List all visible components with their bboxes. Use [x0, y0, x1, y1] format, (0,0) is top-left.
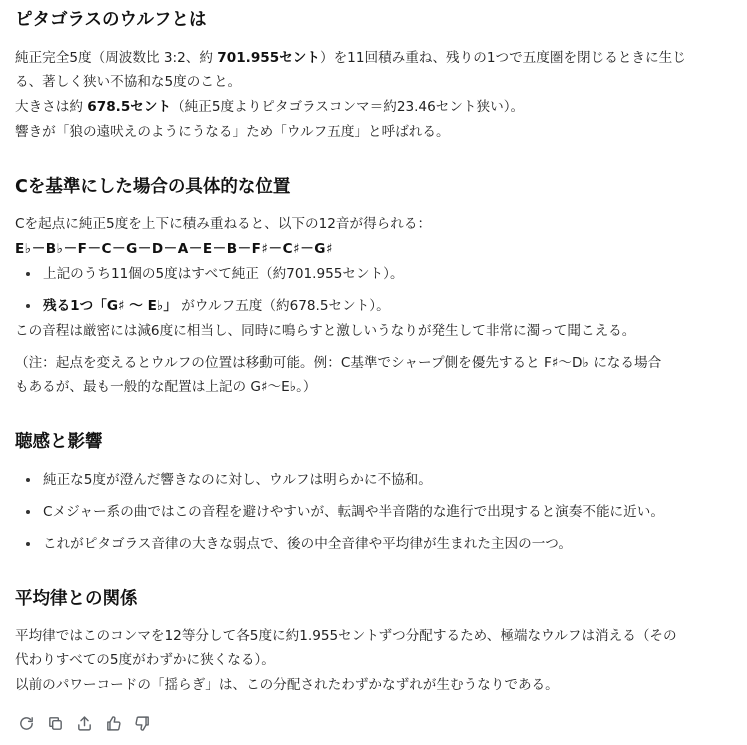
- thumbs-down-icon: [134, 715, 151, 732]
- position-bullet-2-text: がウルフ五度（約678.5セント）。: [176, 298, 390, 314]
- position-note-2: もあるが、最も一般的な配置は上記の G♯〜E♭。）: [15, 379, 317, 395]
- position-note-1: （注：起点を変えるとウルフの位置は移動可能。例：C基準でシャープ側を優先すると F♯〜D♭ になる場合: [15, 355, 662, 371]
- copy-button[interactable]: [45, 713, 66, 734]
- wolf-paragraph-1-cont: る、著しく狭い不協和な5度のこと。: [15, 74, 242, 90]
- position-after: この音程は厳密には減6度に相当し、同時に鳴らすと激しいうなりが発生して非常に濁って聞こえる。: [15, 323, 636, 339]
- wolf-p1-text-a: 純正完全5度（周波数比 3:2、約: [15, 50, 218, 66]
- heading-perception: 聴感と影響: [15, 432, 103, 452]
- equal-paragraph-1: 平均律ではこのコンマを12等分して各5度に約1.955セントずつ分配するため、極端なウルフは消える（その: [15, 628, 677, 644]
- wolf-p2-text-a: 大きさは約: [15, 99, 88, 115]
- perception-bullet-1: 純正な5度が澄んだ響きなのに対し、ウルフは明らかに不協和。: [43, 472, 432, 488]
- thumbs-down-button[interactable]: [132, 713, 153, 734]
- position-bullet-2: [43, 296, 390, 316]
- position-bullet-1: 上記のうち11個の5度はすべて純正（約701.955セント）。: [43, 266, 404, 282]
- perception-bullet-3: これがピタゴラス音律の大きな弱点で、後の中全音律や平均律が生まれた主因の一つ。: [43, 536, 572, 552]
- heading-equal: 平均律との関係: [15, 589, 138, 609]
- share-button[interactable]: [74, 713, 95, 734]
- wolf-p1-text-c: ）を11回積み重ね、残りの1つで五度圏を閉じるときに生じ: [320, 50, 686, 66]
- thumbs-up-icon: [105, 715, 122, 732]
- message-actions: [16, 713, 153, 735]
- wolf-p1-cents: 701.955セント: [217, 50, 320, 66]
- equal-paragraph-2: 以前のパワーコードの「揺らぎ」は、この分配されたわずかなずれが生むうなりである。: [15, 677, 559, 693]
- regenerate-button[interactable]: [16, 713, 37, 734]
- wolf-paragraph-1: [15, 48, 686, 68]
- wolf-paragraph-3: 響きが「狼の遠吠えのようにうなる」ため「ウルフ五度」と呼ばれる。: [15, 124, 450, 140]
- wolf-p2-cents: 678.5セント: [87, 99, 172, 115]
- position-intro: Cを起点に純正5度を上下に積み重ねると、以下の12音が得られる：: [15, 216, 432, 232]
- equal-paragraph-1-cont: 代わりすべての5度がわずかに狭くなる）。: [15, 652, 275, 668]
- thumbs-up-button[interactable]: [103, 713, 124, 734]
- copy-icon: [47, 715, 64, 732]
- wolf-p2-text-c: （純正5度よりピタゴラスコンマ＝約23.46セント狭い）。: [171, 99, 525, 115]
- heading-position: Cを基準にした場合の具体的な位置: [15, 177, 291, 197]
- wolf-paragraph-2: [15, 97, 524, 117]
- position-bullet-2-bold: 残る1つ「G♯ 〜 E♭」: [43, 298, 177, 314]
- heading-wolf: ピタゴラスのウルフとは: [15, 10, 207, 30]
- share-icon: [76, 715, 93, 732]
- fifths-sequence: E♭－B♭－F－C－G－D－A－E－B－F♯－C♯－G♯: [15, 241, 334, 257]
- regenerate-icon: [18, 715, 35, 732]
- perception-bullet-2: Cメジャー系の曲ではこの音程を避けやすいが、転調や半音階的な進行で出現すると演奏不能に近い。: [43, 504, 664, 520]
